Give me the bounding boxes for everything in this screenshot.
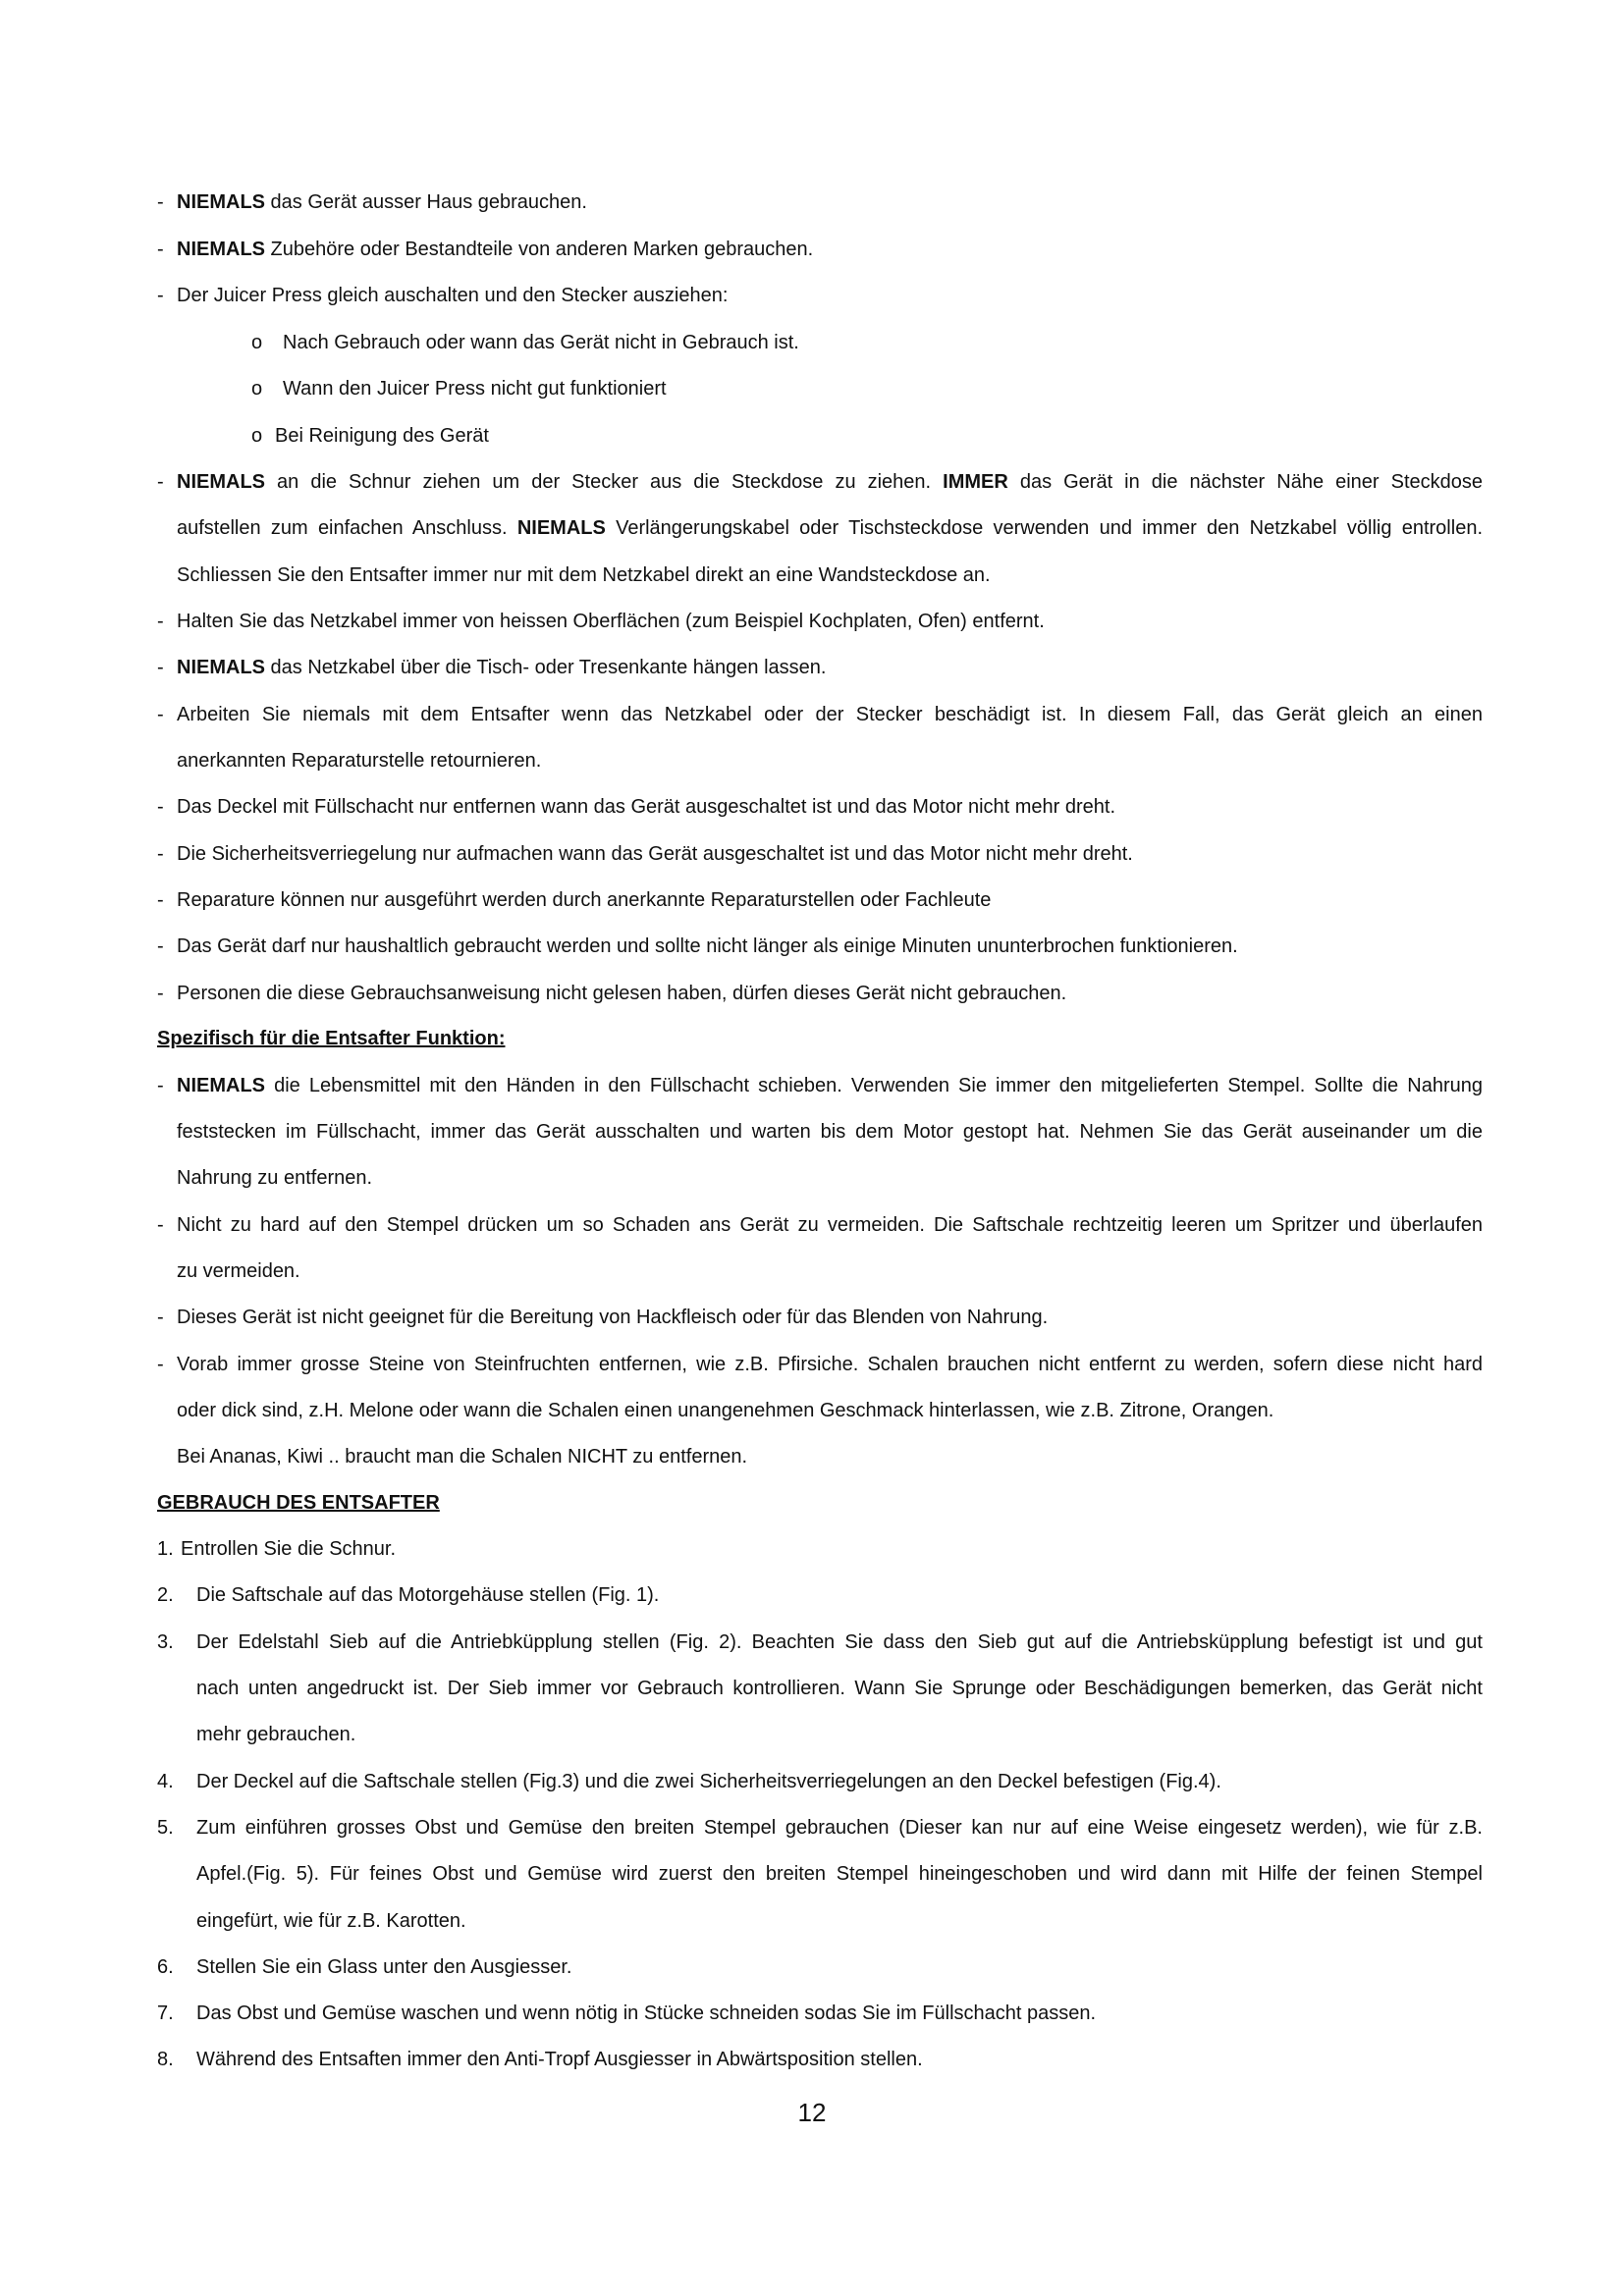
section-heading: Spezifisch für die Entsafter Funktion:: [157, 1028, 506, 1049]
dash: -: [157, 1354, 164, 1375]
list-item-text: Reparature können nur ausgeführt werden durch anerkannte Reparaturstellen oder Fachleute: [177, 889, 992, 911]
text-run: anerkannten Reparaturstelle retournieren.: [177, 750, 542, 772]
text-run: an die Schnur ziehen um der Stecker aus die Steckdose zu ziehen.: [265, 471, 944, 493]
list-item-text: Personen die diese Gebrauchsanweisung nicht gelesen haben, dürfen dieses Gerät nicht gebrauchen.: [177, 983, 1067, 1004]
step-text: Der Deckel auf die Saftschale stellen (Fig.3) und die zwei Sicherheitsverriegelungen an den Deckel befestigen (Fig.4).: [196, 1771, 1221, 1792]
list-item-text: das Gerät ausser Haus gebrauchen.: [265, 191, 587, 213]
bold-term: NIEMALS: [516, 517, 606, 539]
text-run: die Lebensmittel mit den Händen in den Füllschacht schieben. Verwenden Sie immer den mitgelieferten Stempel. Sollte die Nahrung: [265, 1075, 1483, 1096]
circle-bullet-icon: o: [251, 332, 263, 353]
sub-list-item: Bei Reinigung des Gerät: [275, 425, 489, 447]
step-text: mehr gebrauchen.: [196, 1724, 356, 1745]
dash: -: [157, 611, 164, 632]
dash: -: [157, 657, 164, 678]
dash: -: [157, 983, 164, 1004]
step-text: Während des Entsaften immer den Anti-Tropf Ausgiesser in Abwärtsposition stellen.: [196, 2049, 923, 2070]
bold-term: NIEMALS: [177, 239, 265, 260]
text-run: Verlängerungskabel oder Tischsteckdose verwenden und immer den Netzkabel völlig entrollen.: [605, 517, 1483, 539]
dash: -: [157, 471, 164, 493]
step-text: nach unten angedruckt ist. Der Sieb immer vor Gebrauch kontrollieren. Wann Sie Sprunge oder Beschädigungen bemerken, das Gerät nicht: [196, 1678, 1483, 1699]
step-number: 2.: [157, 1584, 174, 1606]
text-run: feststecken im Füllschacht, immer das Gerät ausschalten und warten bis dem Motor gestopt hat. Nehmen Sie das Gerät auseinander um die: [177, 1121, 1483, 1143]
section-heading: GEBRAUCH DES ENTSAFTER: [157, 1492, 440, 1514]
bold-term: NIEMALS: [177, 1075, 265, 1096]
dash: -: [157, 843, 164, 865]
step-number: 7.: [157, 2002, 174, 2024]
list-item-text: Dieses Gerät ist nicht geeignet für die Bereitung von Hackfleisch oder für das Blenden von Nahrung.: [177, 1307, 1049, 1328]
text-run: zu vermeiden.: [177, 1260, 300, 1282]
step-text: Stellen Sie ein Glass unter den Ausgiesser.: [196, 1956, 572, 1978]
step-text: Apfel.(Fig. 5). Für feines Obst und Gemüse wird zuerst den breiten Stempel hineingeschoben und wird dann mit Hilfe der feinen Stempel: [196, 1863, 1483, 1885]
bold-term: NIEMALS: [177, 657, 265, 678]
dash: -: [157, 1214, 164, 1236]
list-item-text: Der Juicer Press gleich auschalten und den Stecker ausziehen:: [177, 285, 729, 306]
dash: -: [157, 1307, 164, 1328]
text-run: das Gerät in die nächster Nähe einer Steckdose: [1007, 471, 1483, 493]
step-text: eingefürt, wie für z.B. Karotten.: [196, 1910, 466, 1932]
list-item-text: Zubehöre oder Bestandteile von anderen Marken gebrauchen.: [265, 239, 814, 260]
paragraph-line: Arbeiten Sie niemals mit dem Entsafter wenn das Netzkabel oder der Stecker beschädigt ist. In diesem Fall, das Gerät gleich an einen: [177, 704, 1483, 725]
list-item-text: Das Deckel mit Füllschacht nur entfernen wann das Gerät ausgeschaltet ist und das Motor nicht mehr dreht.: [177, 796, 1116, 818]
bold-term: NIEMALS: [177, 471, 265, 493]
text-run: oder dick sind, z.H. Melone oder wann die Schalen einen unangenehmen Geschmack hinterlassen, wie z.B. Zitrone, Orangen.: [177, 1400, 1274, 1421]
paragraph-line: Nicht zu hard auf den Stempel drücken um so Schaden ans Gerät zu vermeiden. Die Saftschale rechtzeitig leeren um Spritzer und überlaufen: [177, 1214, 1483, 1236]
dash: -: [157, 796, 164, 818]
step-text: Entrollen Sie die Schnur.: [181, 1538, 397, 1560]
dash: -: [157, 935, 164, 957]
text-run: aufstellen zum einfachen Anschluss.: [177, 517, 517, 539]
step-text: Das Obst und Gemüse waschen und wenn nötig in Stücke schneiden sodas Sie im Füllschacht passen.: [196, 2002, 1097, 2024]
paragraph-line: [177, 468, 1483, 496]
text-run: Bei Ananas, Kiwi .. braucht man die Schalen NICHT zu entfernen.: [177, 1446, 748, 1468]
step-number: 6.: [157, 1956, 174, 1978]
step-text: Zum einführen grosses Obst und Gemüse den breiten Stempel gebrauchen (Dieser kan nur auf eine Weise eingesetz werden), wie für z.B.: [196, 1817, 1483, 1839]
text-run: Nahrung zu entfernen.: [177, 1167, 373, 1189]
sub-list-item: Nach Gebrauch oder wann das Gerät nicht in Gebrauch ist.: [283, 332, 799, 353]
circle-bullet-icon: o: [251, 425, 263, 447]
list-item-text: Das Gerät darf nur haushaltlich gebraucht werden und sollte nicht länger als einige Minuten ununterbrochen funktionieren.: [177, 935, 1238, 957]
step-number: 8.: [157, 2049, 174, 2070]
dash: -: [157, 239, 164, 260]
dash: -: [157, 889, 164, 911]
step-number: 4.: [157, 1771, 174, 1792]
dash: -: [157, 285, 164, 306]
dash: -: [157, 191, 164, 213]
list-item-text: Die Sicherheitsverriegelung nur aufmachen wann das Gerät ausgeschaltet ist und das Motor nicht mehr dreht.: [177, 843, 1133, 865]
step-text: Der Edelstahl Sieb auf die Antriebküpplung stellen (Fig. 2). Beachten Sie dass den Sieb gut auf die Antriebsküpplung befestigt ist und gut: [196, 1631, 1483, 1653]
list-item-text: das Netzkabel über die Tisch- oder Tresenkante hängen lassen.: [265, 657, 827, 678]
page-number: 12: [797, 2098, 827, 2127]
dash: -: [157, 704, 164, 725]
step-text: Die Saftschale auf das Motorgehäuse stellen (Fig. 1).: [196, 1584, 660, 1606]
bold-term: IMMER: [943, 471, 1008, 493]
text-run: Schliessen Sie den Entsafter immer nur mit dem Netzkabel direkt an eine Wandsteckdose an.: [177, 564, 991, 586]
bold-term: NIEMALS: [177, 191, 265, 213]
paragraph-line: Vorab immer grosse Steine von Steinfruchten entfernen, wie z.B. Pfirsiche. Schalen brauchen nicht entfernt zu werden, sofern diese nicht hard: [177, 1354, 1483, 1375]
step-number: 5.: [157, 1817, 174, 1839]
list-item-text: Halten Sie das Netzkabel immer von heissen Oberflächen (zum Beispiel Kochplaten, Ofen) entfernt.: [177, 611, 1045, 632]
step-number: 3.: [157, 1631, 174, 1653]
sub-list-item: Wann den Juicer Press nicht gut funktioniert: [283, 378, 667, 400]
dash: -: [157, 1075, 164, 1096]
circle-bullet-icon: o: [251, 378, 263, 400]
step-number: 1.: [157, 1538, 174, 1560]
